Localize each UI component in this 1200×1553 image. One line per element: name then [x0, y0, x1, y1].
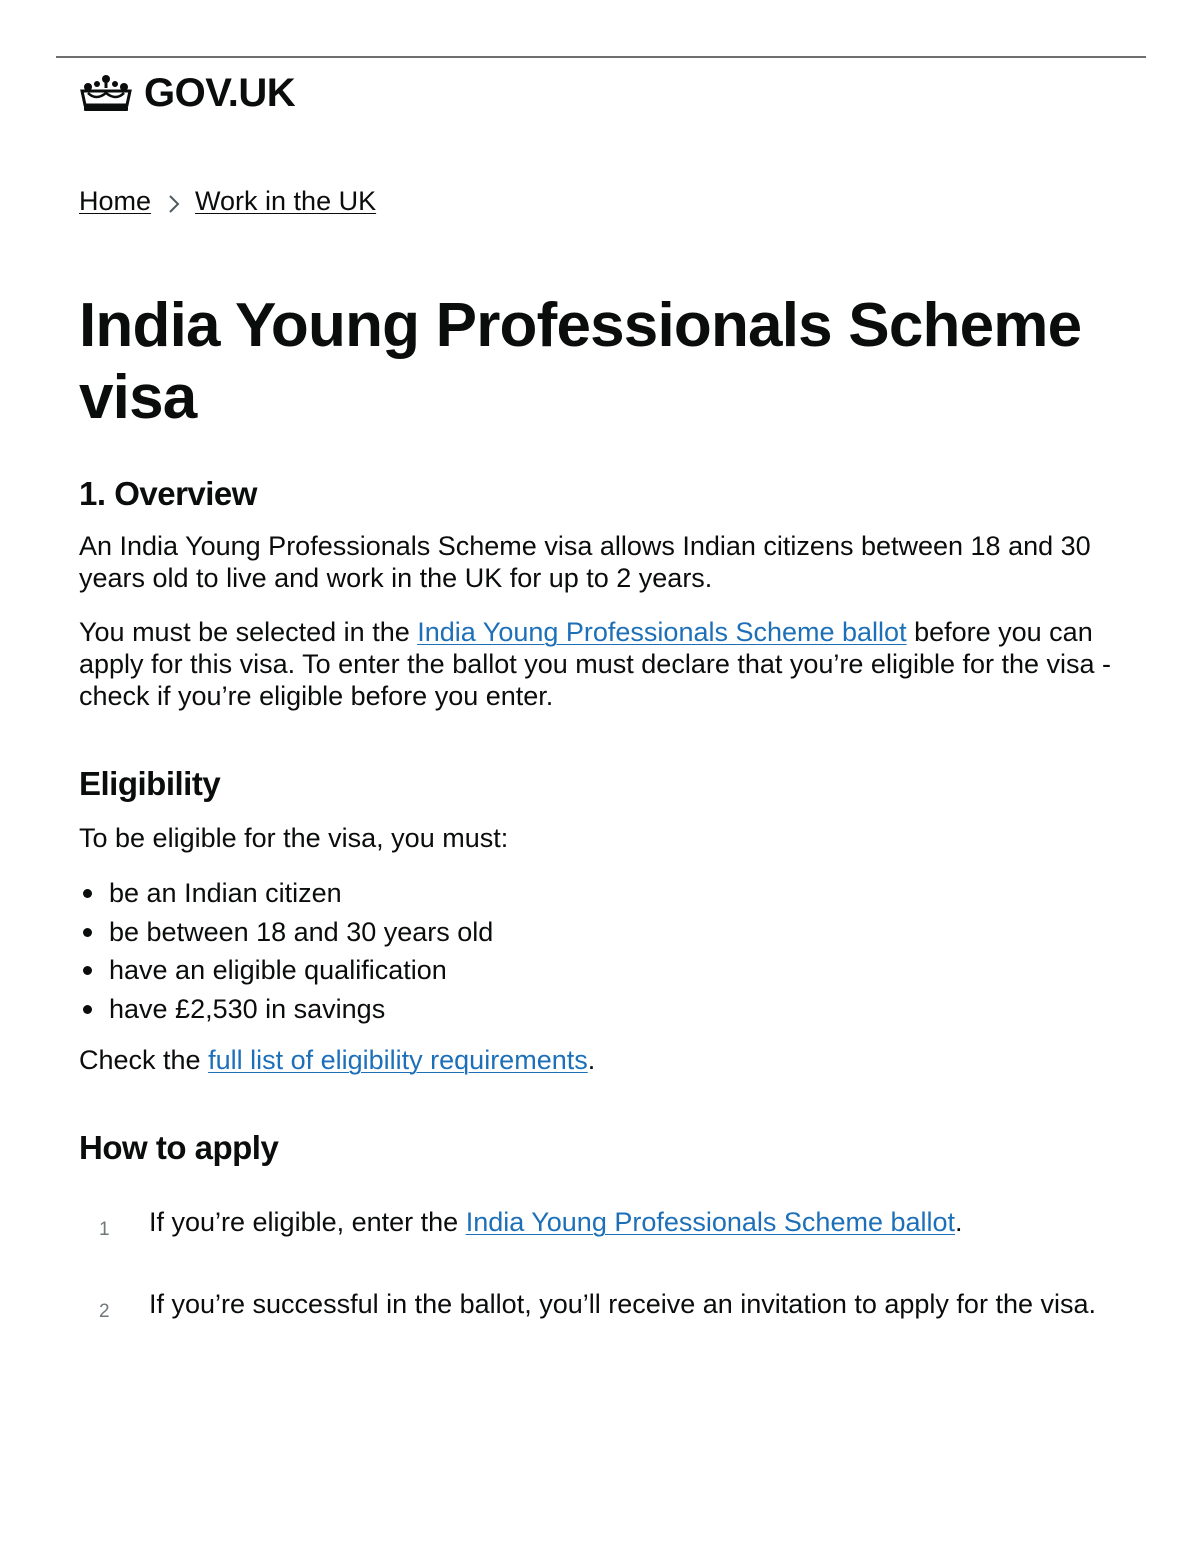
- breadcrumb-work-link[interactable]: Work in the UK: [195, 186, 377, 216]
- step-ballot-link[interactable]: India Young Professionals Scheme ballot: [465, 1207, 956, 1237]
- ballot-paragraph-text-before: You must be selected in the: [79, 617, 418, 647]
- list-item: [79, 913, 1139, 952]
- check-text-before: Check the: [79, 1045, 209, 1075]
- how-to-apply-heading: How to apply: [79, 1129, 279, 1166]
- ballot-paragraph-text-after: before you can apply for this visa. To enter the ballot you must declare that you’re eligible for the visa - check if you’re eligible before you enter.: [79, 617, 1112, 711]
- step-item: [79, 1288, 1139, 1320]
- header-top-rule: [56, 56, 1146, 58]
- ballot-link[interactable]: India Young Professionals Scheme ballot: [417, 617, 907, 647]
- list-item-text: be an Indian citizen: [109, 878, 342, 908]
- govuk-logo-link[interactable]: GOV.UK: [144, 70, 296, 115]
- breadcrumb: [79, 186, 376, 217]
- site-header: [78, 70, 295, 116]
- eligibility-intro: To be eligible for the visa, you must:: [79, 823, 509, 853]
- ballot-paragraph: [79, 616, 1139, 712]
- eligibility-list: [79, 874, 1139, 1028]
- eligibility-check-paragraph: [79, 1044, 1139, 1076]
- step-text: If you’re successful in the ballot, you’ll receive an invitation to apply for the visa.: [149, 1289, 1096, 1319]
- step-number: 2: [99, 1301, 110, 1322]
- list-item-text: have an eligible qualification: [109, 955, 447, 985]
- list-item: [79, 951, 1139, 990]
- bullet-icon: [83, 966, 92, 975]
- bullet-icon: [83, 928, 92, 937]
- check-text-after: .: [587, 1045, 596, 1075]
- breadcrumb-home-link[interactable]: Home: [79, 186, 152, 216]
- step-text-after: .: [955, 1207, 963, 1237]
- list-item-text: have £2,530 in savings: [109, 993, 386, 1024]
- bullet-icon: [83, 1005, 92, 1014]
- step-text-before: If you’re eligible, enter the: [149, 1207, 466, 1237]
- crown-icon: [78, 73, 134, 113]
- step-number: 1: [99, 1219, 110, 1240]
- eligibility-heading: Eligibility: [79, 765, 221, 802]
- page-title: India Young Professionals Scheme visa: [79, 291, 1082, 432]
- list-item-text: be between 18 and 30 years old: [109, 916, 494, 947]
- eligibility-requirements-link[interactable]: full list of eligibility requirements: [208, 1045, 588, 1075]
- list-item: [79, 874, 1139, 913]
- apply-steps-list: [79, 1206, 1139, 1320]
- step-item: [79, 1206, 1139, 1238]
- main-content: [79, 290, 1139, 1370]
- list-item: [79, 990, 1139, 1029]
- overview-paragraph: An India Young Professionals Scheme visa allows Indian citizens between 18 and 30 years old to live and work in the UK for up to 2 years.: [79, 531, 1091, 593]
- chevron-right-icon: [167, 191, 181, 213]
- section-heading-overview: 1. Overview: [79, 475, 257, 512]
- bullet-icon: [83, 889, 92, 898]
